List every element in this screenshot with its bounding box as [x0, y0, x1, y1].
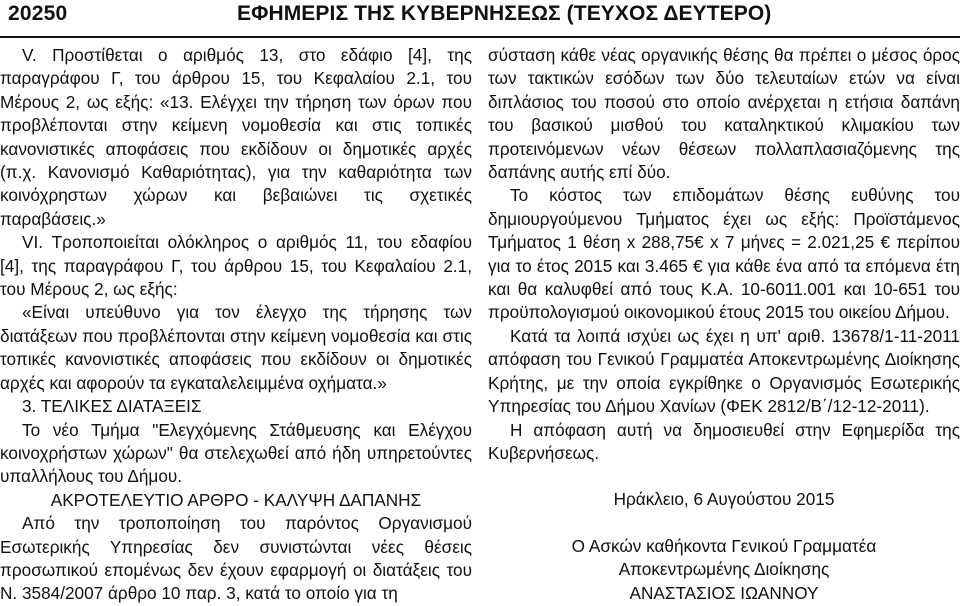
spacer [488, 465, 960, 488]
paragraph-decision: Κατά τα λοιπά ισχύει ως έχει η υπ' αριθ. 13678/1-11-2011 απόφαση του Γενικού Γραμματέα Αποκεντρωμένης Διοίκησης Κρήτης, με την οποία εγκρίθηκε ο Οργανισμός Εσωτερικής Υπηρεσίας του Δήμου Χανίων (ΦΕΚ 2812/Β΄/12-12-2011). [488, 325, 960, 417]
left-column [0, 44, 472, 606]
signatory-title-1: Ο Ασκών καθήκοντα Γενικού Γραμματέα [571, 535, 877, 556]
paragraph-cost: Το κόστος των επιδομάτων θέσης ευθύνης του δημιουργούμενου Τμήματος έχει ως εξής: Προϊστάμενος Τμήματος 1 θέση x 288,75€ x 7 μήνες = 2.021,25 € περίπου για το έτος 2015 και 3.465 € για κάθε ένα από τα επόμενα έτη και θα καλυφθεί από τους Κ.Α. 10-6011.001 και 10-651 του προϋπολογισμού οικονομικού έτους 2015 του οικείου Δήμου. [488, 185, 960, 323]
paragraph-continuation: σύσταση κάθε νέας οργανικής θέσης θα πρέπει ο μέσος όρος των τακτικών εσόδων των δύο τελευταίων ετών να είναι διπλάσιος του ποσού στο οποίο ανέρχεται η ετήσια δαπάνη του βασικού μισθού του καταληκτικού κλιμακίου των προτεινόμενων νέων θέσεων πολλαπλασιαζόμενης της δαπάνης αυτής επί δύο. [488, 45, 960, 183]
paragraph-publish: Η απόφαση αυτή να δημοσιευθεί στην Εφημερίδα της Κυβερνήσεως. [488, 419, 960, 463]
heading-final-article: ΑΚΡΟΤΕΛΕΥΤΙΟ ΑΡΘΡΟ - ΚΑΛΥΨΗ ΔΑΠΑΝΗΣ [50, 489, 422, 510]
signatory-name: ΑΝΑΣΤΑΣΙΟΣ ΙΩΑΝΝΟΥ [629, 582, 819, 603]
place-date: Ηράκλειο, 6 Αυγούστου 2015 [613, 489, 835, 510]
paragraph-cost-intro: Από την τροποποίηση του παρόντος Οργανισμού Εσωτερικής Υπηρεσίας δεν συνιστώνται νέες θέσεις προσωπικού επομένως δεν έχουν εφαρμογή οι διατάξεις του Ν. 3584/2007 άρθρο 10 παρ. 3, κατά το οποίο για τη [0, 513, 472, 604]
paragraph-new-department: Το νέο Τμήμα "Ελεγχόμενης Στάθμευσης και Ελέγχου κοινοχρήστων χώρων" θα στελεχωθεί από ήδη υπηρετούντες υπαλλήλους του Δήμου. [0, 419, 472, 487]
paragraph-vi: VI. Τροποποιείται ολόκληρος ο αριθμός 11, του εδαφίου [4], της παραγράφου Γ, του άρθρου 15, του Κεφαλαίου 2.1, του Μέρους 2, ως εξής: [0, 232, 472, 300]
right-column [488, 44, 960, 605]
paragraph-quote: «Είναι υπεύθυνο για τον έλεγχο της τήρησης των διατάξεων που προβλέπονται στην κείμενη νομοθεσία και στις τοπικές κανονιστικές αποφάσεις που εκδίδουν οι δημοτικές αρχές και αφορούν τα εγκαταλελειμμένα οχήματα.» [0, 302, 472, 393]
page-number: 20250 [8, 2, 68, 25]
gazette-title: ΕΦΗΜΕΡΙΣ ΤΗΣ ΚΥΒΕΡΝΗΣΕΩΣ (ΤΕΥΧΟΣ ΔΕΥΤΕΡΟ) [237, 2, 772, 25]
paragraph-v: V. Προστίθεται ο αριθμός 13, στο εδάφιο [4], της παραγράφου Γ, του άρθρου 15, του Κεφαλαίου 2.1, του Μέρους 2, ως εξής: «13. Ελέγχει την τήρηση των όρων που προβλέπονται στην κείμενη νομοθεσία και στις τοπικές κανονιστικές αποφάσεις που εκδίδουν οι δημοτικές αρχές (π.χ. Κανονισμό Καθαριότητας), για την καθαριότητα των κοινόχρηστων χώρων και βεβαιώνει τις σχετικές παραβάσεις.» [0, 45, 472, 229]
heading-final-provisions: 3. ΤΕΛΙΚΕΣ ΔΙΑΤΑΞΕΙΣ [22, 396, 202, 417]
signatory-title-2: Αποκεντρωμένης Διοίκησης [618, 559, 830, 580]
gazette-header [0, 0, 960, 38]
spacer [488, 512, 960, 535]
